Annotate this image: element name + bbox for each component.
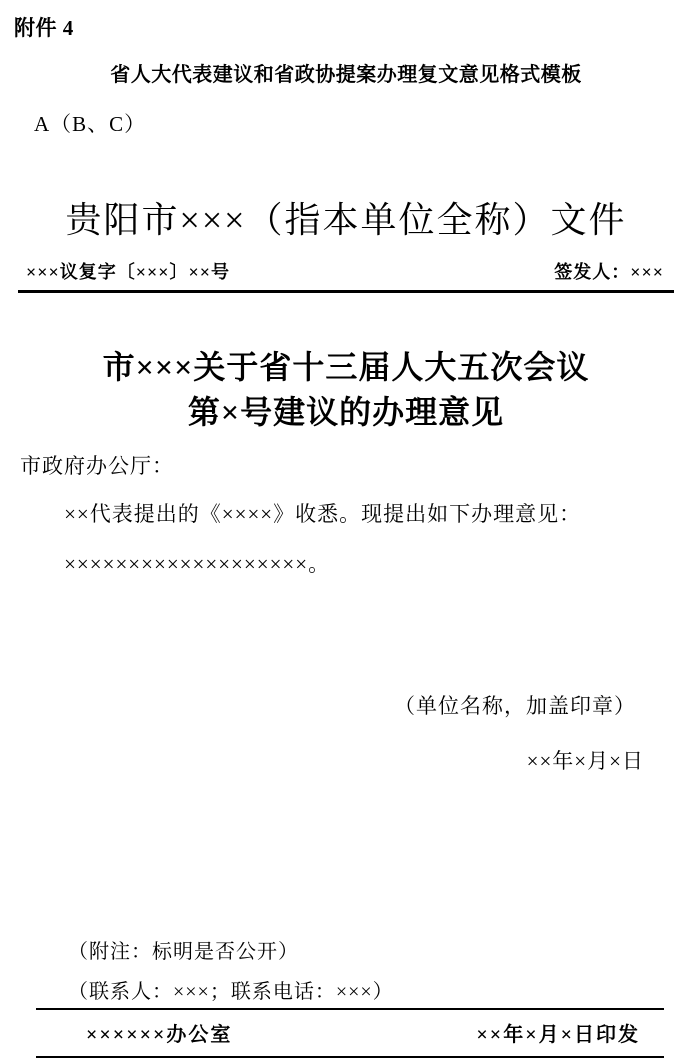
body-paragraph-2: ×××××××××××××××××××。 bbox=[64, 552, 331, 576]
body-paragraph-1: ××代表提出的《××××》收悉。现提出如下办理意见： bbox=[64, 502, 582, 526]
document-number-row bbox=[0, 258, 692, 286]
document-title-line-2: 第×号建议的办理意见 bbox=[187, 394, 505, 430]
footer-print-date: ××年×月×日印发 bbox=[476, 1024, 640, 1046]
footer-divider-bottom bbox=[36, 1056, 664, 1058]
signer-name: 签发人：××× bbox=[554, 262, 664, 282]
header-divider-rule bbox=[18, 290, 674, 293]
note-disclosure: （附注：标明是否公开） bbox=[68, 941, 299, 963]
signature-organization: （单位名称，加盖印章） bbox=[394, 694, 636, 718]
signature-date: ××年×月×日 bbox=[526, 749, 644, 773]
document-title bbox=[0, 345, 692, 435]
footer-divider-top bbox=[36, 1008, 664, 1010]
document-title-line-1: 市×××关于省十三届人大五次会议 bbox=[102, 349, 590, 385]
document-number: ×××议复字〔×××〕××号 bbox=[26, 262, 231, 282]
organization-header: 贵阳市×××（指本单位全称）文件 bbox=[65, 200, 627, 240]
classification-code: A（B、C） bbox=[34, 112, 147, 136]
footer-office: ××××××办公室 bbox=[86, 1024, 233, 1046]
template-title: 省人大代表建议和省政协提案办理复文意见格式模板 bbox=[110, 64, 582, 86]
salutation: 市政府办公厅： bbox=[20, 454, 174, 478]
note-contact: （联系人：×××；联系电话：×××） bbox=[68, 981, 394, 1003]
attachment-label: 附件 4 bbox=[14, 16, 74, 40]
